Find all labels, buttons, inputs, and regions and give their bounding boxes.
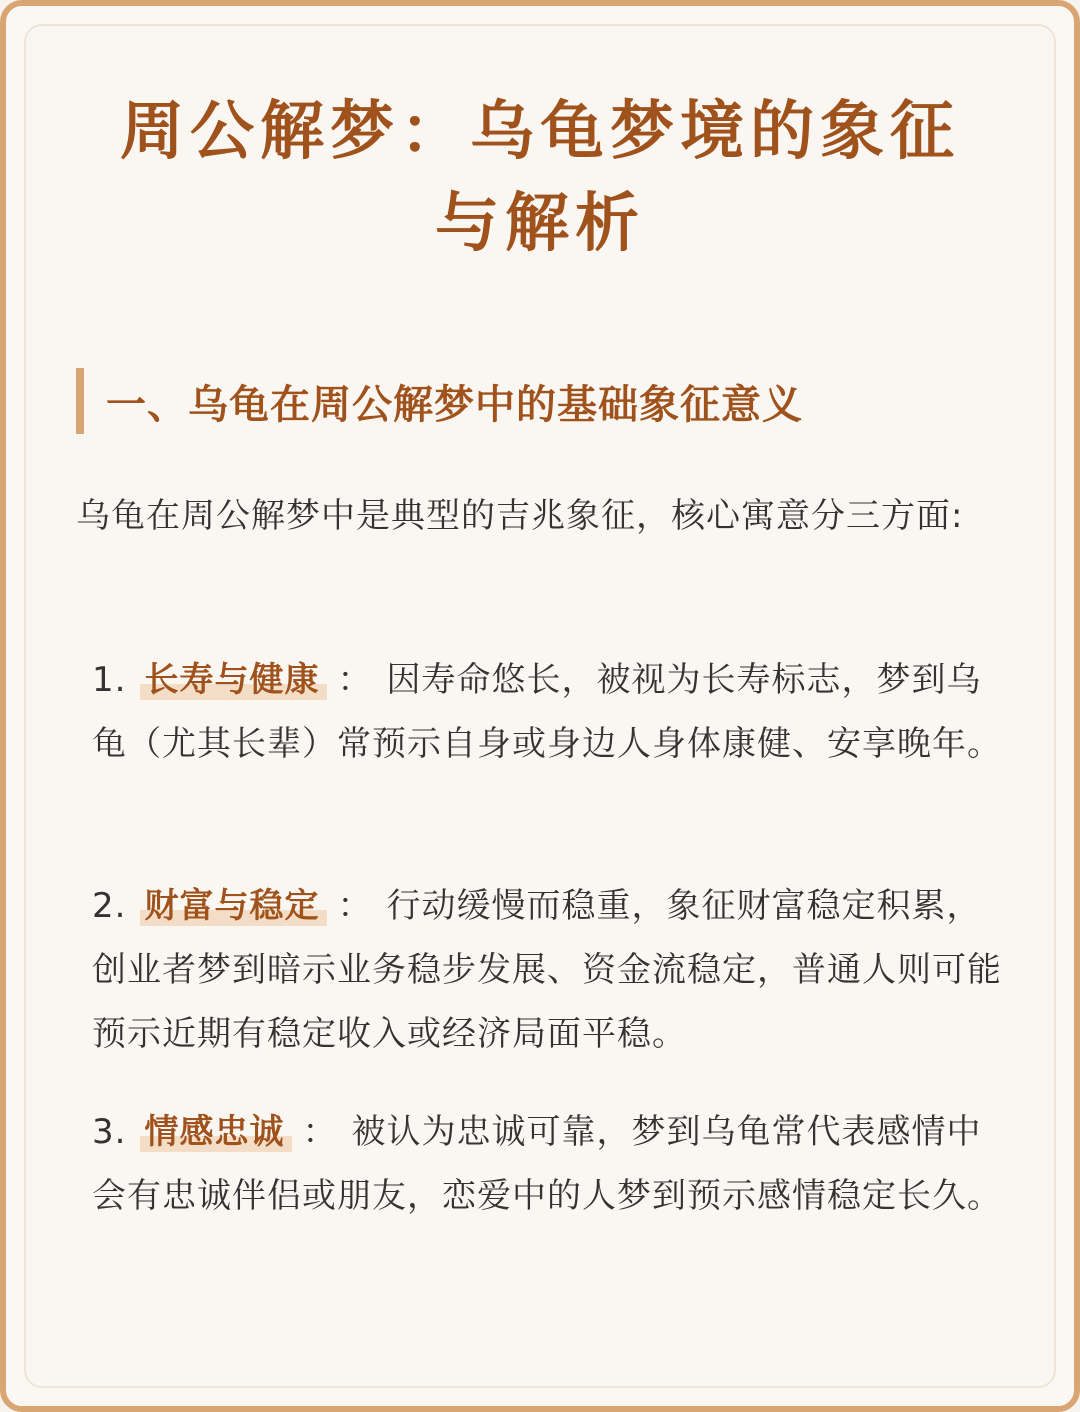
title-line-1: 周公解梦：乌龟梦境的象征 [120,95,960,169]
item-colon: ： [337,660,373,700]
list-item [92,874,1006,1066]
item-number: 1. [92,660,127,700]
heading-accent-bar [76,368,84,434]
item-text: 被认为忠诚可靠，梦到乌龟常代表感情中会有忠诚伴侣或朋友，恋爱中的人梦到预示感情稳定长久。 [92,1112,1002,1216]
item-text: 行动缓慢而稳重，象征财富稳定积累，创业者梦到暗示业务稳步发展、资金流稳定，普通人则可能预示近期有稳定收入或经济局面平稳。 [92,886,1002,1054]
item-number: 3. [92,1112,127,1152]
item-keyword: 财富与稳定 [140,886,327,926]
page-title [60,86,1020,270]
item-keyword: 长寿与健康 [140,660,327,700]
section-heading [76,368,803,434]
list-item [92,1100,1006,1228]
item-colon: ： [337,886,373,926]
section-heading-text: 一、乌龟在周公解梦中的基础象征意义 [106,381,803,428]
list-item [92,648,1006,776]
item-text: 因寿命悠长，被视为长寿标志，梦到乌龟（尤其长辈）常预示自身或身边人身体康健、安享晚年。 [92,660,1002,764]
item-colon: ： [302,1112,338,1152]
item-number: 2. [92,886,127,926]
intro-paragraph: 乌龟在周公解梦中是典型的吉兆象征，核心寓意分三方面: [76,496,964,536]
item-keyword: 情感忠诚 [140,1112,292,1152]
title-line-2: 与解析 [435,187,645,261]
